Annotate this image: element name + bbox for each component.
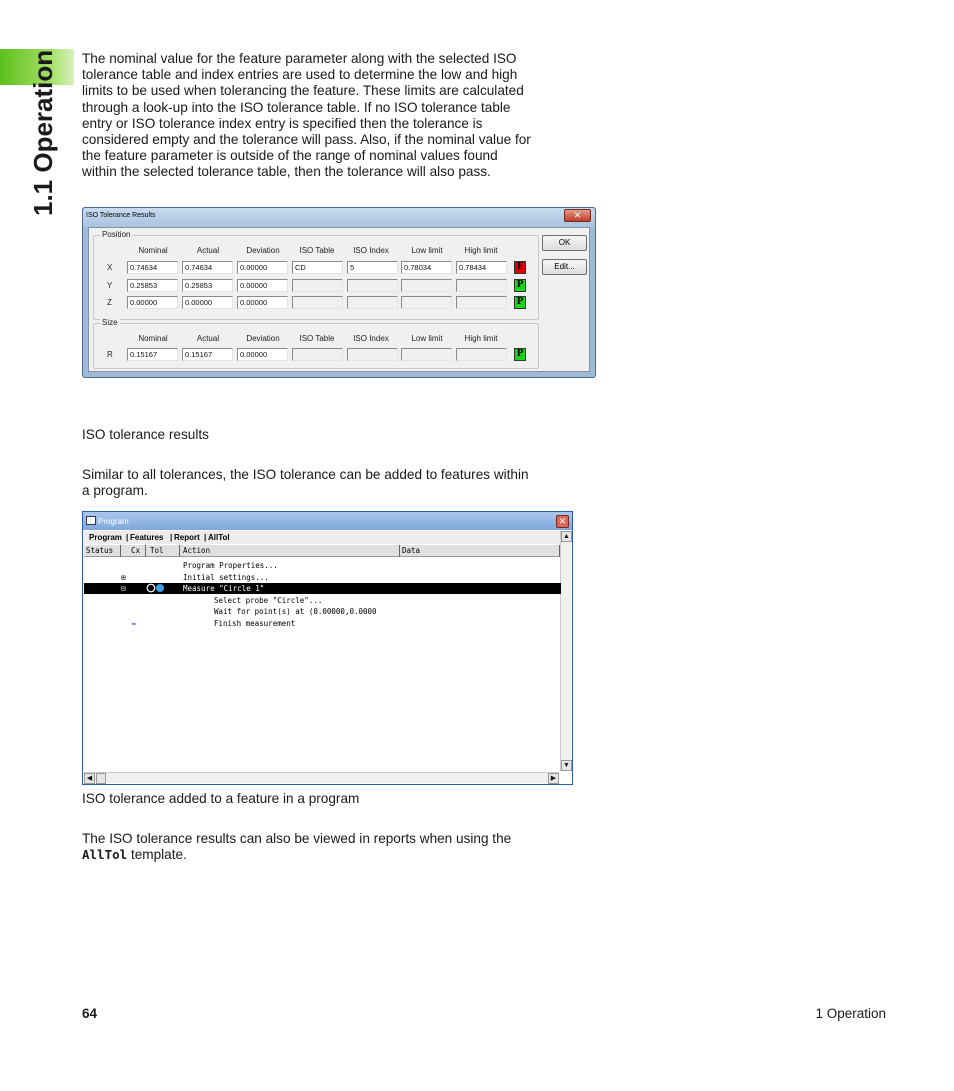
ok-button[interactable]: OK [542,235,587,251]
position-col-header: Actual [196,246,220,255]
action-text: Measure "Circle 1" [183,584,265,594]
position-col-header: Nominal [138,246,168,255]
size-col-header: High limit [464,334,498,343]
size-col-header: ISO Table [299,334,335,343]
position-group-label: Position [102,230,131,239]
action-text: Program Properties... [183,561,278,570]
paragraph-2: Similar to all tolerances, the ISO tolerance can be added to features within a program. [82,467,529,499]
position-value-field: 0.00000 [127,296,178,309]
program-line[interactable] [84,572,561,583]
position-value-field [401,279,452,292]
scroll-left-icon[interactable]: ◀ [84,773,95,784]
iso-tolerance-dialog [82,207,596,378]
position-value-field [347,296,398,309]
program-line[interactable] [84,606,561,617]
program-line[interactable] [84,618,561,629]
position-value-field [292,296,343,309]
alltol-code: AllTol [82,847,128,863]
menu-features[interactable]: Features [130,533,164,542]
position-axis-label: X [107,263,113,272]
scroll-thumb[interactable] [96,773,106,784]
size-value-field [347,348,398,361]
size-value-field: 0.00000 [237,348,288,361]
page-number: 64 [82,1006,98,1021]
paragraph-3-end: template. [130,847,187,863]
position-value-field: 5 [347,261,398,274]
position-value-field: 0.25853 [182,279,233,292]
action-text: Initial settings... [183,572,269,582]
action-text: Finish measurement [214,619,296,628]
position-value-field: 0.74634 [182,261,233,274]
dialog-titlebar [83,208,595,227]
intro-paragraph: The nominal value for the feature parameter along with the selected ISO tolerance table and index entries are used to determine the low and high limits to be used when tolerancing the feature. These limits are calculated through a look-up into the ISO tolerance table. If no ISO tolerance table entry or ISO tolerance index entry is specified then the tolerance is considered empty and the tolerance will pass. Also, if the nominal value for the feature parameter is outside of the range of nominal values found within the selected tolerance table, then the tolerance will also pass. [82,51,531,180]
pass-indicator: P [514,296,526,309]
menu-separator: | [126,533,129,542]
size-value-field [292,348,343,361]
position-axis-label: Y [107,280,113,290]
current-step-arrow-icon: → [131,619,136,628]
position-value-field: 0.00000 [237,279,288,292]
size-col-header: ISO Index [353,334,389,343]
pass-indicator: P [514,348,526,361]
position-value-field [456,296,507,309]
scroll-down-icon[interactable]: ▼ [561,760,572,771]
position-col-header: Deviation [246,246,280,255]
pass-indicator: P [514,279,526,292]
horizontal-scrollbar[interactable] [84,772,559,783]
position-value-field: 0.74634 [127,261,178,274]
menu-program[interactable]: Program [89,533,122,542]
size-value-field: 0.15167 [182,348,233,361]
position-axis-label: Z [107,298,112,307]
program-window-icon [86,516,96,525]
collapse-icon[interactable]: ⊟ [121,584,126,594]
program-line[interactable] [84,595,561,606]
caption-program: ISO tolerance added to a feature in a program [82,791,360,806]
fail-indicator: F [514,261,526,274]
position-value-field: 0.00000 [237,296,288,309]
caption-iso-results: ISO tolerance results [82,427,209,442]
action-text: Select probe "Circle"... [214,595,323,605]
size-group [93,318,539,369]
column-action[interactable]: Action [181,545,400,557]
size-col-header: Deviation [246,334,280,343]
action-text: Wait for point(s) at (0.00000,0.0000 [214,607,377,617]
menu-report[interactable]: Report [174,533,200,542]
position-value-field: 0.78434 [456,261,507,274]
menu-separator: | [204,533,207,542]
position-value-field: 0.00000 [182,296,233,309]
program-line[interactable] [84,560,561,571]
program-line[interactable] [84,583,561,594]
column-tol[interactable]: Tol [148,545,180,557]
paragraph-3-text: The ISO tolerance results can also be viewed in reports when using the [82,831,512,846]
menu-separator: | [170,533,173,542]
edit-button[interactable]: Edit... [542,259,587,275]
dialog-title: ISO Tolerance Results [86,212,156,219]
program-titlebar [83,512,572,530]
position-value-field [456,279,507,292]
column-data[interactable]: Data [400,545,560,557]
program-menubar [84,531,561,544]
program-window [82,511,573,785]
position-col-header: Low limit [411,246,443,255]
position-col-header: ISO Index [353,246,389,255]
scroll-right-icon[interactable]: ▶ [548,773,559,784]
column-status[interactable]: Status [84,545,121,557]
menu-alltol[interactable]: AllTol [208,533,230,542]
close-icon[interactable]: ✕ [556,515,569,528]
expand-icon[interactable]: ⊞ [121,572,126,582]
footer-chapter: 1 Operation [815,1006,886,1021]
scroll-up-icon[interactable]: ▲ [561,531,572,542]
position-value-field: 0.25853 [127,279,178,292]
position-value-field [292,279,343,292]
position-col-header: High limit [464,246,498,255]
size-value-field [401,348,452,361]
size-axis-label: R [107,350,113,359]
position-value-field: 0.78034 [401,261,452,274]
size-col-header: Low limit [411,334,443,343]
vertical-scrollbar[interactable] [560,531,571,771]
close-icon[interactable]: ✕ [564,209,591,222]
column-cx[interactable]: Cx [129,545,146,557]
chapter-tab-label: 1.1 Operation [28,49,58,216]
size-value-field: 0.15167 [127,348,178,361]
program-column-header [84,545,561,557]
size-value-field [456,348,507,361]
dialog-body [88,227,590,372]
size-col-header: Actual [196,334,220,343]
position-value-field [347,279,398,292]
size-col-header: Nominal [138,334,168,343]
position-col-header: ISO Table [299,246,335,255]
chapter-tab-title [14,48,64,220]
position-value-field: 0.00000 [237,261,288,274]
position-value-field: CD [292,261,343,274]
paragraph-3 [82,831,532,863]
program-title: Program [98,517,129,526]
size-group-label: Size [102,318,118,327]
position-value-field [401,296,452,309]
